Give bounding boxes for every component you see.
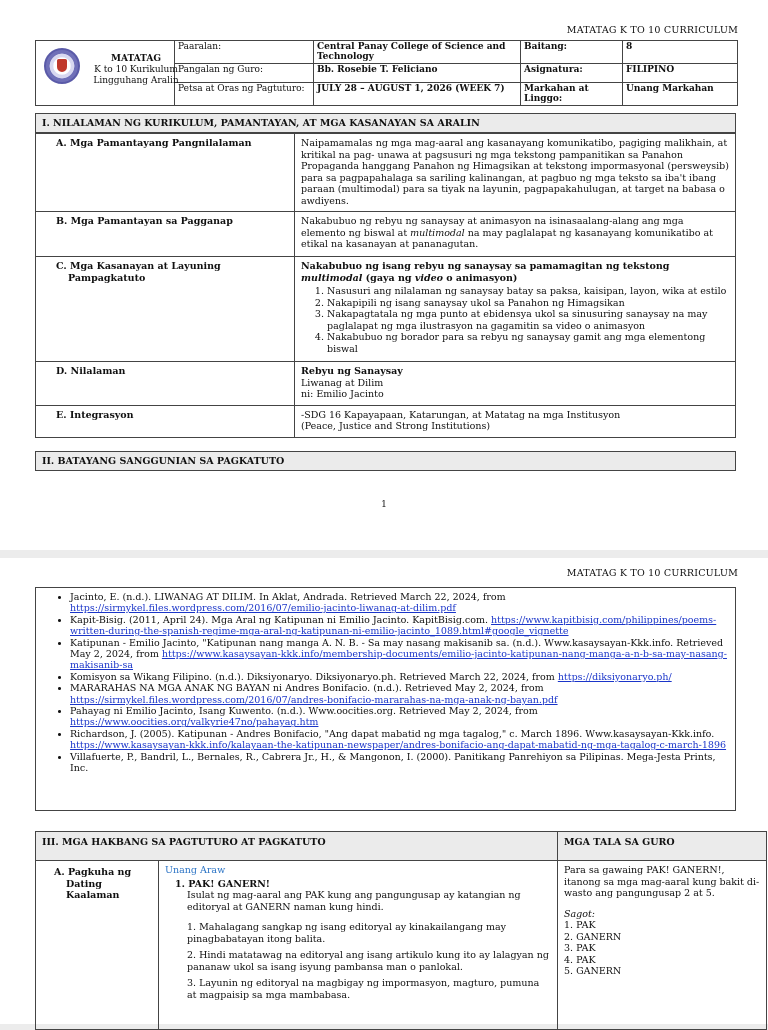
reference-text: MARARAHAS NA MGA ANAK NG BAYAN ni Andres Bonifacio. (n.d.). Retrieved May 2, 2024, from	[70, 683, 544, 695]
grade-label: Baitang:	[521, 41, 623, 64]
activity-item: 2. Hindi matatawag na editoryal ang isang artikulo kung ito ay lalagyan ng pananaw ukol sa isang isyung pambansa man o panlokal.	[187, 950, 549, 973]
content-line: ni: Emilio Jacinto	[301, 389, 384, 400]
quarter-value: Unang Markahan	[623, 83, 738, 106]
subject-value: FILIPINO	[623, 64, 738, 83]
answer-item: 1. PAK	[564, 920, 596, 931]
notes-text: Para sa gawaing PAK! GANERN!, itanong sa mga mag-aaral kung bakit di-wasto ang pangungusap 2 at 5.	[564, 865, 760, 899]
integration-text	[295, 405, 736, 437]
list-item: 2. Nakapipili ng isang sanaysay ukol sa Panahon ng Himagsikan	[327, 298, 729, 310]
answer-item: 2. GANERN	[564, 931, 622, 943]
page-number: 1	[381, 500, 387, 510]
answers-label: Sagot:	[564, 908, 595, 920]
date-label: Petsa at Oras ng Pagtuturo:	[175, 83, 314, 106]
school-value: Central Panay College of Science and Technology	[314, 41, 521, 64]
reference-text: Jacinto, E. (n.d.). LIWANAG AT DILIM. In Aklat, Andrada. Retrieved March 22, 2024, from	[70, 592, 506, 603]
competencies-title: Nakabubuo ng isang rebyu ng sanaysay sa pamamagitan ng tekstong multimodal (gaya ng video o animasyon)	[301, 261, 670, 284]
activity-instruction: Isulat ng mag-aaral ang PAK kung ang pangungusap ay katangian ng editoryal at GANERN naman kung hindi.	[187, 890, 521, 913]
header-title-line2: K to 10 Kurikulum	[94, 65, 178, 75]
competencies-text	[295, 257, 736, 362]
answer-item: 3. PAK	[564, 943, 596, 954]
list-item: 4. Nakabubuo ng borador para sa rebyu ng sanaysay gamit ang mga elementong biswal	[327, 332, 729, 355]
reference-link[interactable]: https://www.kasaysayan-kkk.info/kalayaan-the-katipunan-newspaper/andres-bonifacio-ang-dapat-mabatid-ng-mga-tagalog-c-march-1896	[70, 740, 727, 752]
grade-value: 8	[623, 41, 738, 64]
header-title-line1: MATATAG	[110, 54, 162, 64]
teacher-value: Bb. Rosebie T. Feliciano	[314, 64, 521, 83]
reference-text: Villafuerte, P., Bandril, L., Bernales, R., Cabrera Jr., H., & Mangonon, I. (2000). Panitikang Panrehiyon sa Pilipinas. Mega-Jesta Prints, Inc.	[70, 751, 716, 775]
reference-item	[70, 615, 729, 638]
competencies-label: C. Mga Kasanayan at Layuning Pampagkatuto	[36, 257, 295, 362]
step-a-notes	[558, 861, 767, 1030]
references-list	[42, 592, 729, 775]
day-label: Unang Araw	[165, 865, 226, 876]
content-line: Liwanag at Dilim	[301, 377, 384, 389]
step-a-label: A. Pagkuha ng Dating Kaalaman	[36, 861, 159, 1030]
header-title	[86, 54, 186, 87]
reference-item	[70, 752, 729, 775]
answers-list	[564, 920, 760, 978]
lesson-header-table	[35, 40, 738, 106]
reference-link[interactable]: https://sirmykel.files.wordpress.com/2016/07/andres-bonifacio-mararahas-na-mga-anak-ng-bayan.pdf	[70, 694, 558, 706]
teacher-notes-title: MGA TALA SA GURO	[558, 832, 767, 861]
activity-item: 1. Mahalagang sangkap ng isang editoryal ay kinakailangang may pinagbabatayan itong balita.	[187, 922, 507, 945]
list-item: 1. Nasusuri ang nilalaman ng sanaysay batay sa paksa, kaisipan, layon, wika at estilo	[327, 286, 729, 298]
reference-item	[70, 592, 729, 615]
reference-item	[70, 706, 729, 729]
curriculum-content-table	[35, 133, 736, 438]
content-standards-text: Naipamamalas ng mga mag-aaral ang kasanayang komunikatibo, pagiging malikhain, at kritikal na pag- unawa at pagsusuri ng mga tekstong pampanitikan sa Panahon Propaganda hanggang Panahon ng Himagsikan at tekstong impormasyonal (persweysib) para sa pagpapahalaga sa sariling kalinangan, at pagbuo ng mga teksto sa iba't ibang paraan (multimodal) para sa tiyak na layunin, pagpapakahulugan, at target na babasa o awdiyens.	[295, 134, 736, 212]
step-a-content	[159, 861, 558, 1030]
curriculum-header: MATATAG K TO 10 CURRICULUM	[566, 568, 738, 579]
reference-text: Kapit-Bisig. (2011, April 24). Mga Aral ng Katipunan ni Emilio Jacinto. KapitBisig.com.	[70, 614, 492, 626]
section-1-title: I. NILALAMAN NG KURIKULUM, PAMANTAYAN, AT MGA KASANAYAN SA ARALIN	[35, 113, 736, 133]
reference-item	[70, 729, 729, 752]
deped-seal-icon	[44, 48, 80, 84]
subject-label: Asignatura:	[521, 64, 623, 83]
section-2-title: II. BATAYANG SANGGUNIAN SA PAGKATUTO	[35, 451, 736, 471]
answer-item: 4. PAK	[564, 954, 596, 966]
teacher-label: Pangalan ng Guro:	[175, 64, 314, 83]
reference-item	[70, 672, 729, 683]
integration-label: E. Integrasyon	[36, 405, 295, 437]
performance-standards-text: Nakabubuo ng rebyu ng sanaysay at animasyon na isinasaalang-alang ang mga elemento ng biswal at multimodal na may paglalapat ng kasanayang komunikatibo at etikal na kasanayan at pananagutan.	[295, 212, 736, 257]
quarter-label: Markahan at Linggo:	[521, 83, 623, 106]
content-text	[295, 362, 736, 406]
integration-line: -SDG 16 Kapayapaan, Katarungan, at Matatag na mga Institusyon	[301, 409, 621, 421]
date-value: JULY 28 – AUGUST 1, 2026 (WEEK 7)	[314, 83, 521, 106]
reference-text: Katipunan - Emilio Jacinto, "Katipunan nang manga A. N. B. - Sa may nasang makisanib sa. (n.d.). Www.kasaysayan-Kkk.info. Retrieved May 2, 2024, from	[70, 637, 724, 661]
reference-link[interactable]: https://sirmykel.files.wordpress.com/2016/07/emilio-jacinto-liwanag-at-dilim.pdf	[70, 603, 456, 615]
reference-text: Komisyon sa Wikang Filipino. (n.d.). Diksiyonaryo. Diksiyonaryo.ph. Retrieved March 22, 2024, from	[70, 671, 558, 683]
activity-title: 1. PAK! GANERN!	[175, 878, 270, 890]
reference-link[interactable]: https://www.kapitbisig.com/philippines/poems-written-during-the-spanish-regime-mga-aral-ng-katipunan-ni-emilio-jacinto_1089.html#google_vignette	[70, 614, 717, 638]
references-box	[35, 587, 736, 811]
reference-link[interactable]: https://www.kasaysayan-kkk.info/membership-documents/emilio-jacinto-katipunan-nang-manga-a-n-b-sa-may-nasang-makisanib-sa	[70, 649, 727, 672]
reference-text: Pahayag ni Emilio Jacinto, Isang Kuwento. (n.d.). Www.oocities.org. Retrieved May 2, 2024, from	[70, 706, 538, 718]
teaching-steps-table	[35, 831, 767, 1030]
school-label: Paaralan:	[175, 41, 314, 64]
integration-line: (Peace, Justice and Strong Institutions)	[301, 421, 491, 432]
section-3-title: III. MGA HAKBANG SA PAGTUTURO AT PAGKATUTO	[36, 832, 558, 861]
reference-link[interactable]: https://diksiyonaryo.ph/	[557, 671, 672, 683]
content-label: D. Nilalaman	[36, 362, 295, 406]
content-standards-label: A. Mga Pamantayang Pangnilalaman	[36, 134, 295, 212]
reference-link[interactable]: https://www.oocities.org/valkyrie47no/pahayag.htm	[70, 717, 319, 729]
reference-text: Richardson, J. (2005). Katipunan - Andres Bonifacio, "Ang dapat mabatid ng mga tagalog," c. March 1896. Www.kasaysayan-Kkk.info.	[70, 728, 715, 740]
content-title: Rebyu ng Sanaysay	[301, 366, 403, 377]
header-logo-cell	[36, 41, 179, 106]
activity-item: 3. Layunin ng editoryal na magbigay ng impormasyon, magturo, pumuna at magpaisip sa mga mambabasa.	[187, 978, 540, 1001]
reference-item	[70, 638, 729, 672]
answer-item: 5. GANERN	[564, 966, 622, 977]
list-item: 3. Nakapagtatala ng mga punto at ebidensya ukol sa sinusuring sanaysay na may paglalapat ng mga ilustrasyon na gagamitin sa video o animasyon	[327, 309, 729, 332]
header-title-line3: Lingguhang Aralin	[93, 76, 179, 86]
competencies-list	[301, 286, 729, 355]
curriculum-header: MATATAG K TO 10 CURRICULUM	[566, 25, 738, 36]
performance-standards-label: B. Mga Pamantayan sa Pagganap	[36, 212, 295, 257]
reference-item	[70, 683, 729, 706]
